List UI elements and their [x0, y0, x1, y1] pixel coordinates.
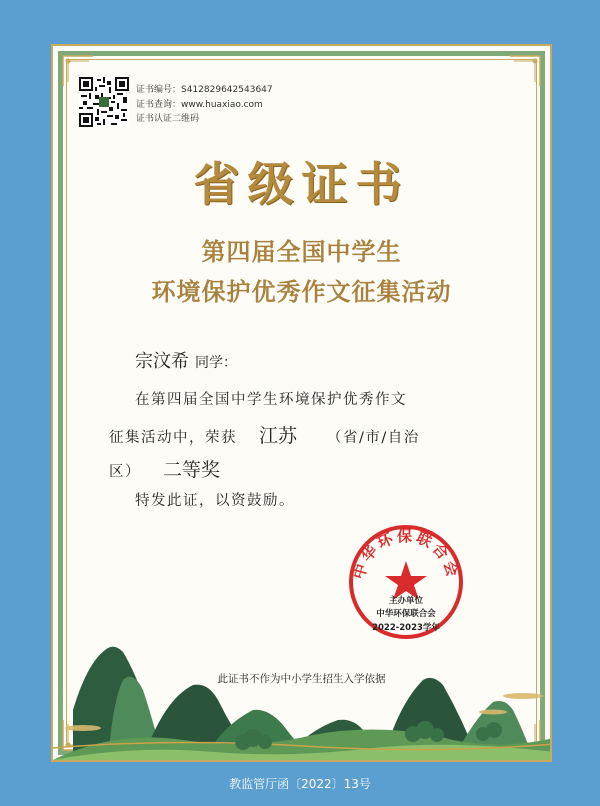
award-level: 二等奖	[163, 459, 221, 481]
disclaimer-text: 此证书不作为中小学生招生入学依据	[217, 673, 386, 685]
seal-ring-text: 中华环保联合会	[349, 527, 463, 582]
certificate	[51, 44, 552, 762]
subtitle-line2: 环境保护优秀作文征集活动	[151, 277, 452, 306]
province: 江苏	[259, 425, 298, 447]
academic-year: 2022-2023学年	[372, 623, 440, 633]
recipient-suffix: 同学：	[195, 355, 237, 371]
cert-number: S412829642543647	[181, 85, 273, 95]
subtitle-line1: 第四届全国中学生	[201, 237, 402, 266]
recipient-name: 宗汶希	[135, 351, 189, 372]
certificate-meta	[136, 83, 273, 127]
body-line3: 区） 二等奖	[109, 459, 221, 481]
cert-query-line: 证书查询：www.huaxiao.com	[136, 99, 263, 110]
body-line1: 在第四届全国中学生环境保护优秀作文	[135, 392, 407, 408]
mountain-landscape-illustration	[53, 630, 552, 760]
cert-number-line: 证书编号：S412829642543647	[136, 85, 273, 95]
organizer-name: 中华环保联合会	[376, 609, 436, 619]
organizer-label: 主办单位	[388, 596, 423, 606]
query-site-link[interactable]: www.huaxiao.com	[181, 99, 263, 110]
qr-code-icon[interactable]	[79, 77, 129, 127]
body-line4: 特发此证，以资鼓励。	[135, 493, 295, 509]
corner-ornament-icon	[508, 54, 542, 88]
recipient-line	[135, 347, 237, 373]
qr-caption: 证书认证二维码	[136, 114, 200, 124]
body-line2: 征集活动中，荣获 江苏 （省/市/自治	[109, 425, 420, 447]
document-reference: 教监管厅函〔2022〕13号	[229, 777, 371, 791]
certificate-title: 省级证书	[193, 157, 410, 211]
